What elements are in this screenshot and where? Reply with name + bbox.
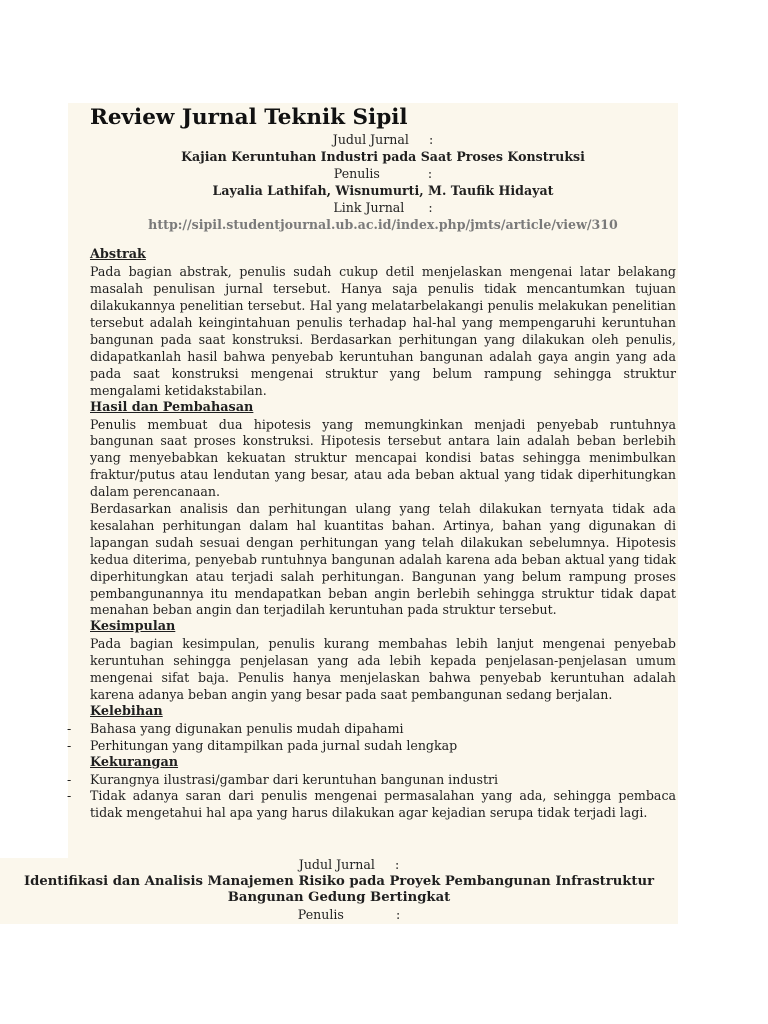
judul-value-2-line2: Bangunan Gedung Bertingkat bbox=[227, 890, 451, 905]
kekurangan-list bbox=[67, 771, 676, 823]
judul-value: Kajian Keruntuhan Industri pada Saat Proses Konstruksi bbox=[181, 148, 585, 164]
penulis-label: Penulis : bbox=[333, 165, 433, 181]
page-title: Review Jurnal Teknik Sipil bbox=[90, 105, 408, 130]
dash-bullet: - bbox=[67, 737, 72, 753]
list-item bbox=[67, 771, 676, 789]
abstrak-text: Pada bagian abstrak, penulis sudah cukup detil menjelaskan mengenai latar belakang masalah penulisan jurnal tersebut. Hanya saja penulis tidak mencantumkan tujuan dilakukannya penelitian tersebut. Hal yang melatarbelakangi penulis melakukan penelitian tersebut adalah keingintahuan penulis terhadap hal-hal yang mempengaruhi keruntuhan bangunan pada saat konstruksi. Berdasarkan perhitungan yang dilakukan oleh penulis, didapatkanlah hasil bahwa penyebab keruntuhan bangunan adalah gaya angin yang ada pada saat konstruksi mengenai struktur yang belum rampung sehingga struktur mengalami ketidakstabilan. bbox=[90, 264, 676, 398]
review-content bbox=[67, 104, 676, 822]
journal-link[interactable]: http://sipil.studentjournal.ub.ac.id/index.php/jmts/article/view/310 bbox=[148, 216, 618, 232]
judul-value-2-line1: Identifikasi dan Analisis Manajemen Risiko pada Proyek Pembangunan Infrastruktur bbox=[23, 873, 655, 889]
list-item bbox=[67, 737, 676, 755]
next-journal-meta bbox=[0, 857, 678, 923]
hasil-heading: Hasil dan Pembahasan bbox=[90, 399, 254, 415]
hasil-text-2: Berdasarkan analisis dan perhitungan ulang yang telah dilakukan ternyata tidak ada kesalahan perhitungan dalam hal kuantitas bahan. Artinya, bahan yang digunakan di lapangan sudah sesuai dengan perhitungan yang telah dilakukan sebelumnya. Hipotesis kedua diterima, penyebab runtuhnya bangunan adalah karena ada beban aktual yang tidak diperhitungkan atau terjadi salah perhitungan. Bangunan yang belum rampung proses pembangunannya itu mendapatkan beban angin berlebih sehingga struktur tidak dapat menahan beban angin dan terjadilah keruntuhan pada struktur tersebut. bbox=[90, 501, 676, 618]
dash-bullet: - bbox=[67, 771, 72, 787]
kesimpulan-heading: Kesimpulan bbox=[90, 619, 176, 635]
list-item bbox=[67, 720, 676, 738]
link-label: Link Jurnal : bbox=[333, 199, 433, 215]
penulis-label-2: Penulis : bbox=[297, 906, 401, 922]
dash-bullet: - bbox=[67, 720, 72, 736]
judul-label-2: Judul Jurnal : bbox=[298, 857, 400, 872]
list-item bbox=[67, 788, 676, 822]
judul-label: Judul Jurnal : bbox=[332, 132, 434, 147]
list-item-text: Tidak adanya saran dari penulis mengenai permasalahan yang ada, sehingga pembaca tidak mengetahui hal apa yang harus dilakukan agar kejadian serupa tidak terjadi lagi. bbox=[90, 788, 676, 821]
abstrak-heading: Abstrak bbox=[90, 247, 146, 263]
journal-meta bbox=[90, 132, 676, 233]
penulis-value: Layalia Lathifah, Wisnumurti, M. Taufik Hidayat bbox=[212, 182, 554, 198]
kelebihan-list bbox=[67, 720, 676, 755]
list-item-text: Perhitungan yang ditampilkan pada jurnal sudah lengkap bbox=[90, 737, 458, 753]
hasil-text-1: Penulis membuat dua hipotesis yang memungkinkan menjadi penyebab runtuhnya bangunan saat proses konstruksi. Hipotesis tersebut antara lain adalah beban berlebih yang menyebabkan kekuatan struktur mencapai kondisi batas sehingga menimbulkan fraktur/putus atau lendutan yang besar, atau ada beban aktual yang tidak diperhitungkan dalam perencanaan. bbox=[90, 416, 676, 500]
dash-bullet: - bbox=[67, 788, 72, 804]
kekurangan-heading: Kekurangan bbox=[90, 754, 179, 770]
list-item-text: Bahasa yang digunakan penulis mudah dipahami bbox=[90, 720, 404, 736]
kelebihan-heading: Kelebihan bbox=[90, 703, 163, 719]
kesimpulan-text: Pada bagian kesimpulan, penulis kurang membahas lebih lanjut mengenai penyebab keruntuhan sehingga penjelasan yang ada lebih kepada penjelasan-penjelasan umum mengenai sifat baja. Penulis hanya menjelaskan bahwa penyebab keruntuhan adalah karena adanya beban angin yang besar pada saat pembangunan sedang berjalan. bbox=[90, 636, 676, 702]
list-item-text: Kurangnya ilustrasi/gambar dari keruntuhan bangunan industri bbox=[90, 771, 499, 787]
